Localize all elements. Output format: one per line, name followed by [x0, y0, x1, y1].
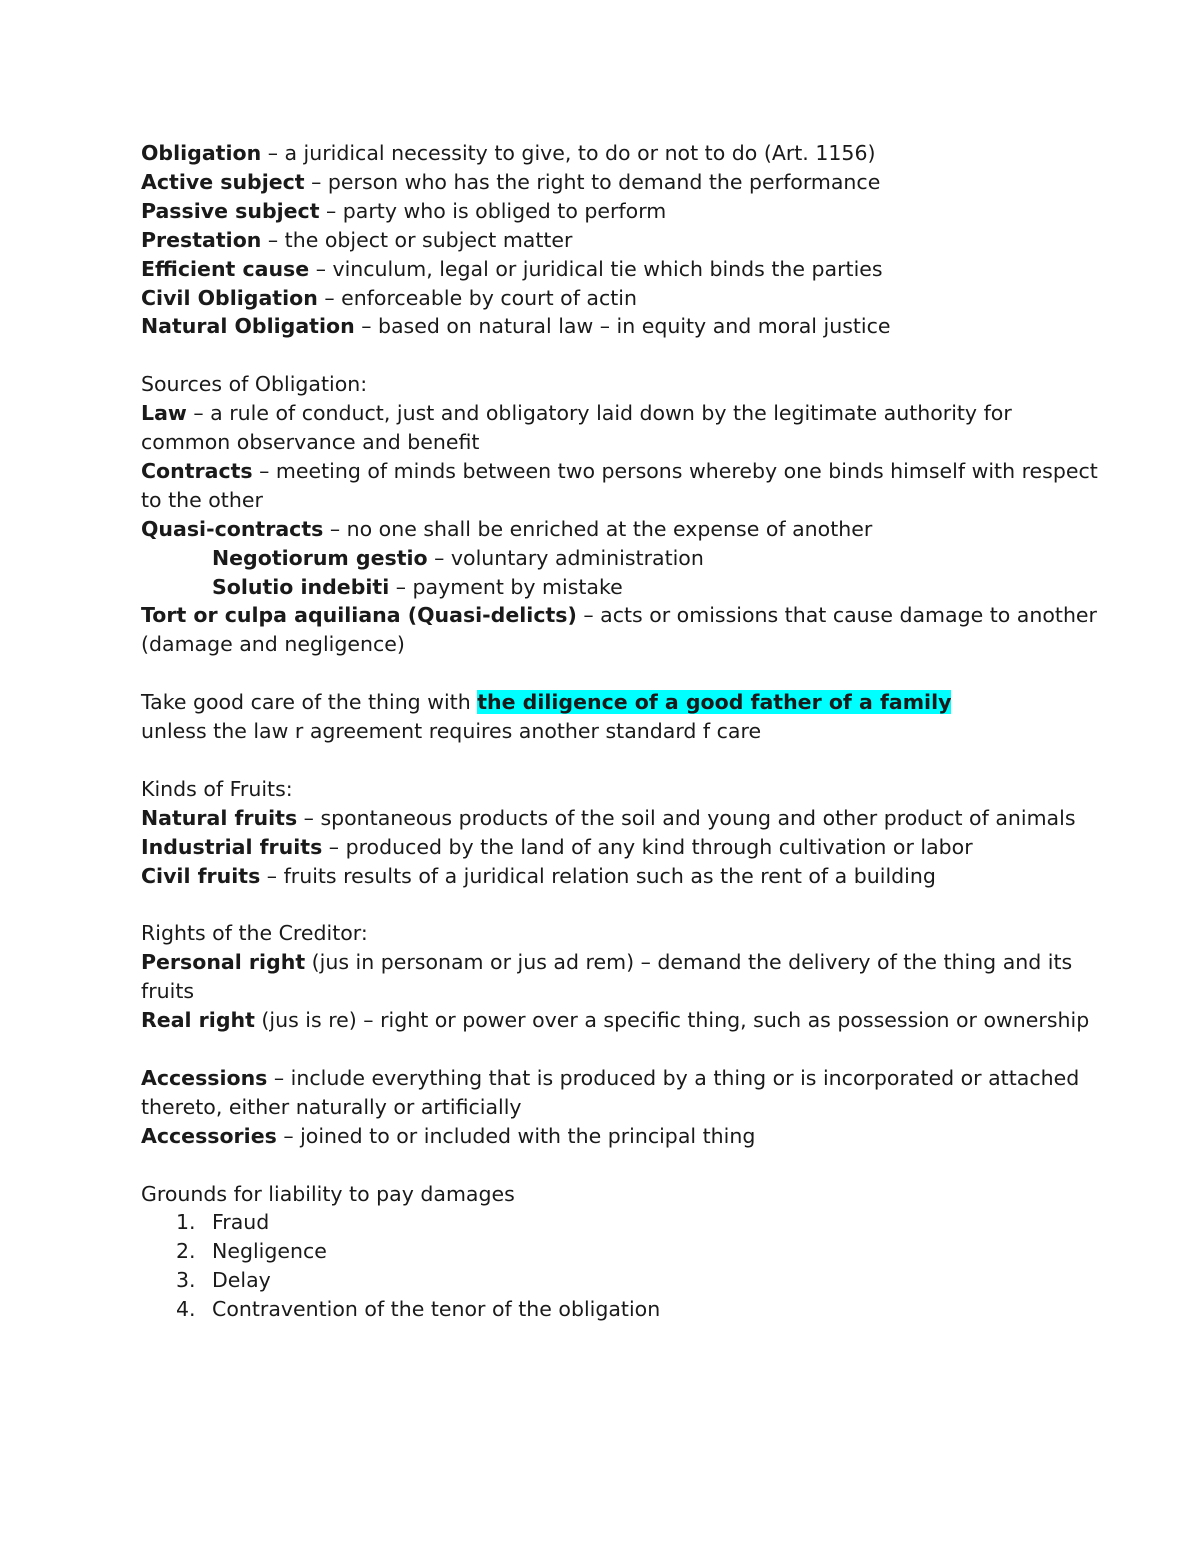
source-contracts [141, 457, 1101, 515]
definition-accessories [141, 1122, 1101, 1151]
section-heading-sources: Sources of Obligation: [141, 372, 368, 397]
definition-civil-obligation [141, 284, 1101, 313]
source-text: – acts or omissions that cause damage to another (damage and negligence) [141, 603, 1097, 657]
term: Accessories [141, 1123, 277, 1148]
list-text: Delay [212, 1268, 271, 1293]
right-personal [141, 948, 1101, 1006]
definition-text: – include everything that is produced by a thing or is incorporated or attached thereto, either naturally or artificially [141, 1065, 1080, 1119]
definition-prestation [141, 226, 1101, 255]
term: Tort or culpa aquiliana (Quasi-delicts) [141, 603, 577, 628]
definition-active-subject [141, 168, 1101, 197]
term: Civil fruits [141, 863, 261, 888]
source-solutio-indebiti [141, 573, 1101, 602]
term: Industrial fruits [141, 834, 323, 859]
fruit-civil [141, 862, 1101, 891]
source-text: – payment by mistake [389, 574, 623, 599]
term: Natural Obligation [141, 314, 355, 339]
source-text: – no one shall be enriched at the expense of another [323, 516, 873, 541]
term: Prestation [141, 227, 262, 252]
definition-text: – a juridical necessity to give, to do or not to do (Art. 1156) [261, 141, 876, 165]
highlighted-text: the diligence of a good father of a family [477, 690, 952, 715]
list-number: 1. [176, 1210, 196, 1235]
definition-text: – party who is obliged to perform [319, 198, 667, 223]
definition-text: – based on natural law – in equity and moral justice [354, 314, 891, 339]
definition-text: – the object or subject matter [261, 227, 573, 252]
right-real [141, 1006, 1101, 1035]
care-line-continued: unless the law r agreement requires another standard f care [141, 719, 762, 744]
source-text: – a rule of conduct, just and obligatory laid down by the legitimate authority for common observance and benefit [141, 401, 1012, 455]
term: Solutio indebiti [212, 574, 390, 599]
list-text: Contravention of the tenor of the obligation [212, 1297, 661, 1322]
term: Efficient cause [141, 256, 310, 281]
term: Law [141, 401, 187, 426]
list-item [141, 1208, 1101, 1237]
term: Contracts [141, 458, 253, 483]
definition-text: – vinculum, legal or juridical tie which binds the parties [309, 256, 883, 281]
term: Accessions [141, 1065, 268, 1090]
source-negotiorum-gestio [141, 544, 1101, 573]
definition-obligation [141, 139, 1101, 168]
care-text: Take good care of the thing with [141, 690, 478, 715]
right-text: (jus is re) – right or power over a specific thing, such as possession or ownership [254, 1008, 1090, 1033]
definition-text: – enforceable by court of actin [317, 285, 637, 310]
definition-efficient-cause [141, 255, 1101, 284]
source-text: – voluntary administration [427, 545, 704, 570]
care-line [141, 688, 1101, 717]
definition-natural-obligation [141, 312, 1101, 341]
section-heading-fruits: Kinds of Fruits: [141, 776, 293, 801]
source-law [141, 399, 1101, 457]
fruit-text: – fruits results of a juridical relation such as the rent of a building [260, 863, 936, 888]
term: Active subject [141, 169, 305, 194]
source-tort [141, 601, 1101, 659]
spacer [141, 891, 1101, 920]
spacer [141, 341, 1101, 370]
section-heading-grounds: Grounds for liability to pay damages [141, 1181, 515, 1206]
term: Obligation [141, 141, 262, 165]
spacer [141, 746, 1101, 775]
fruit-text: – spontaneous products of the soil and young and other product of animals [297, 805, 1076, 830]
list-item [141, 1295, 1101, 1324]
fruit-industrial [141, 833, 1101, 862]
list-text: Fraud [212, 1210, 270, 1235]
list-text: Negligence [212, 1239, 327, 1264]
fruit-natural [141, 804, 1101, 833]
definition-accessions [141, 1064, 1101, 1122]
section-heading-creditor: Rights of the Creditor: [141, 921, 368, 946]
list-item [141, 1237, 1101, 1266]
right-text: (jus in personam or jus ad rem) – demand the delivery of the thing and its fruits [141, 950, 1073, 1004]
spacer [141, 1035, 1101, 1064]
term: Real right [141, 1008, 255, 1033]
term: Civil Obligation [141, 285, 318, 310]
term: Quasi-contracts [141, 516, 324, 541]
document-page [141, 139, 1101, 1324]
list-number: 2. [176, 1239, 196, 1264]
source-text: – meeting of minds between two persons whereby one binds himself with respect to the other [141, 458, 1098, 512]
term: Natural fruits [141, 805, 298, 830]
source-quasi-contracts [141, 515, 1101, 544]
grounds-list [141, 1208, 1101, 1324]
list-number: 4. [176, 1297, 196, 1322]
definition-passive-subject [141, 197, 1101, 226]
fruit-text: – produced by the land of any kind through cultivation or labor [322, 834, 973, 859]
definition-text: – person who has the right to demand the performance [304, 169, 881, 194]
spacer [141, 659, 1101, 688]
definition-text: – joined to or included with the principal thing [276, 1123, 756, 1148]
term: Passive subject [141, 198, 320, 223]
list-item [141, 1266, 1101, 1295]
list-number: 3. [176, 1268, 196, 1293]
term: Personal right [141, 950, 306, 975]
spacer [141, 1151, 1101, 1180]
term: Negotiorum gestio [212, 545, 428, 570]
